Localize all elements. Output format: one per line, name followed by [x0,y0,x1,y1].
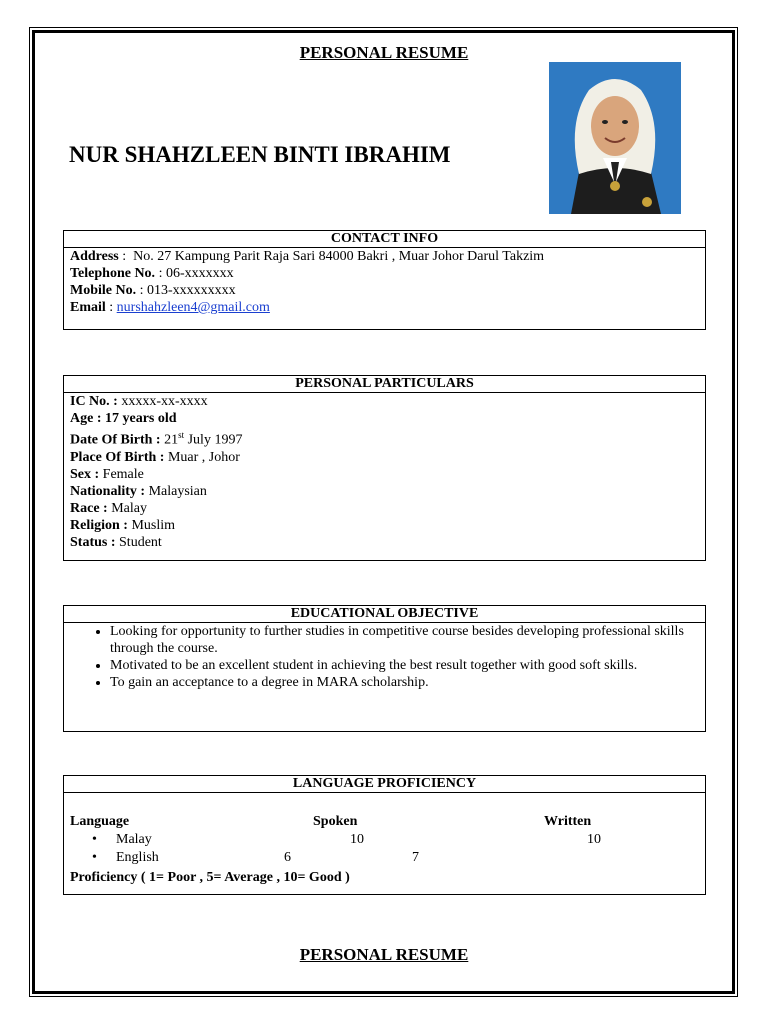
profile-photo [549,62,681,214]
telephone-line: Telephone No. : 06-xxxxxxx [70,266,234,281]
language-table-header [70,813,699,831]
language-proficiency-section [63,775,706,895]
mobile-line: Mobile No. : 013-xxxxxxxxx [70,283,236,298]
educational-objective-title: EDUCATIONAL OBJECTIVE [64,606,705,623]
personal-particulars-section [63,375,706,561]
religion-line: Religion : Muslim [70,517,176,533]
footer-title: PERSONAL RESUME [299,945,469,964]
col-written: Written [544,814,592,829]
email-line: Email : nurshahzleen4@gmail.com [70,300,270,315]
ic-line: IC No. : xxxxx-xx-xxxx [70,394,208,409]
age-line: Age : 17 years old [70,411,177,426]
nationality-line: Nationality : Malaysian [70,483,207,499]
col-language: Language [70,814,130,829]
sex-line: Sex : Female [70,466,144,482]
dob-line: Date Of Birth : 21st July 1997 [70,430,243,448]
contact-info-section [63,230,706,330]
email-link[interactable]: nurshahzleen4@gmail.com [116,300,270,315]
col-spoken: Spoken [313,814,358,829]
pob-line: Place Of Birth : Muar , Johor [70,449,240,465]
status-line: Status : Student [70,534,162,550]
proficiency-note: Proficiency ( 1= Poor , 5= Average , 10= Good ) [70,870,350,885]
list-item: • Looking for opportunity to further studies in competitive course besides developing professional skills through the course. [110,623,705,657]
race-line: Race : Malay [70,500,147,516]
educational-objective-section [63,605,706,732]
language-proficiency-title: LANGUAGE PROFICIENCY [64,776,705,793]
list-item: • Motivated to be an excellent student in achieving the best result together with good soft skills. [110,657,705,674]
list-item: • To gain an acceptance to a degree in MARA scholarship. [110,674,705,691]
page-title: PERSONAL RESUME [299,43,469,62]
table-row: • Malay 10 10 [92,832,601,847]
table-row: • English 6 7 [92,850,419,865]
applicant-name: NUR SHAHZLEEN BINTI IBRAHIM [69,142,451,167]
personal-particulars-title: PERSONAL PARTICULARS [64,376,705,393]
address-line: Address : No. 27 Kampung Parit Raja Sari 84000 Bakri , Muar Johor Darul Takzim [70,249,545,264]
contact-info-title: CONTACT INFO [64,231,705,248]
